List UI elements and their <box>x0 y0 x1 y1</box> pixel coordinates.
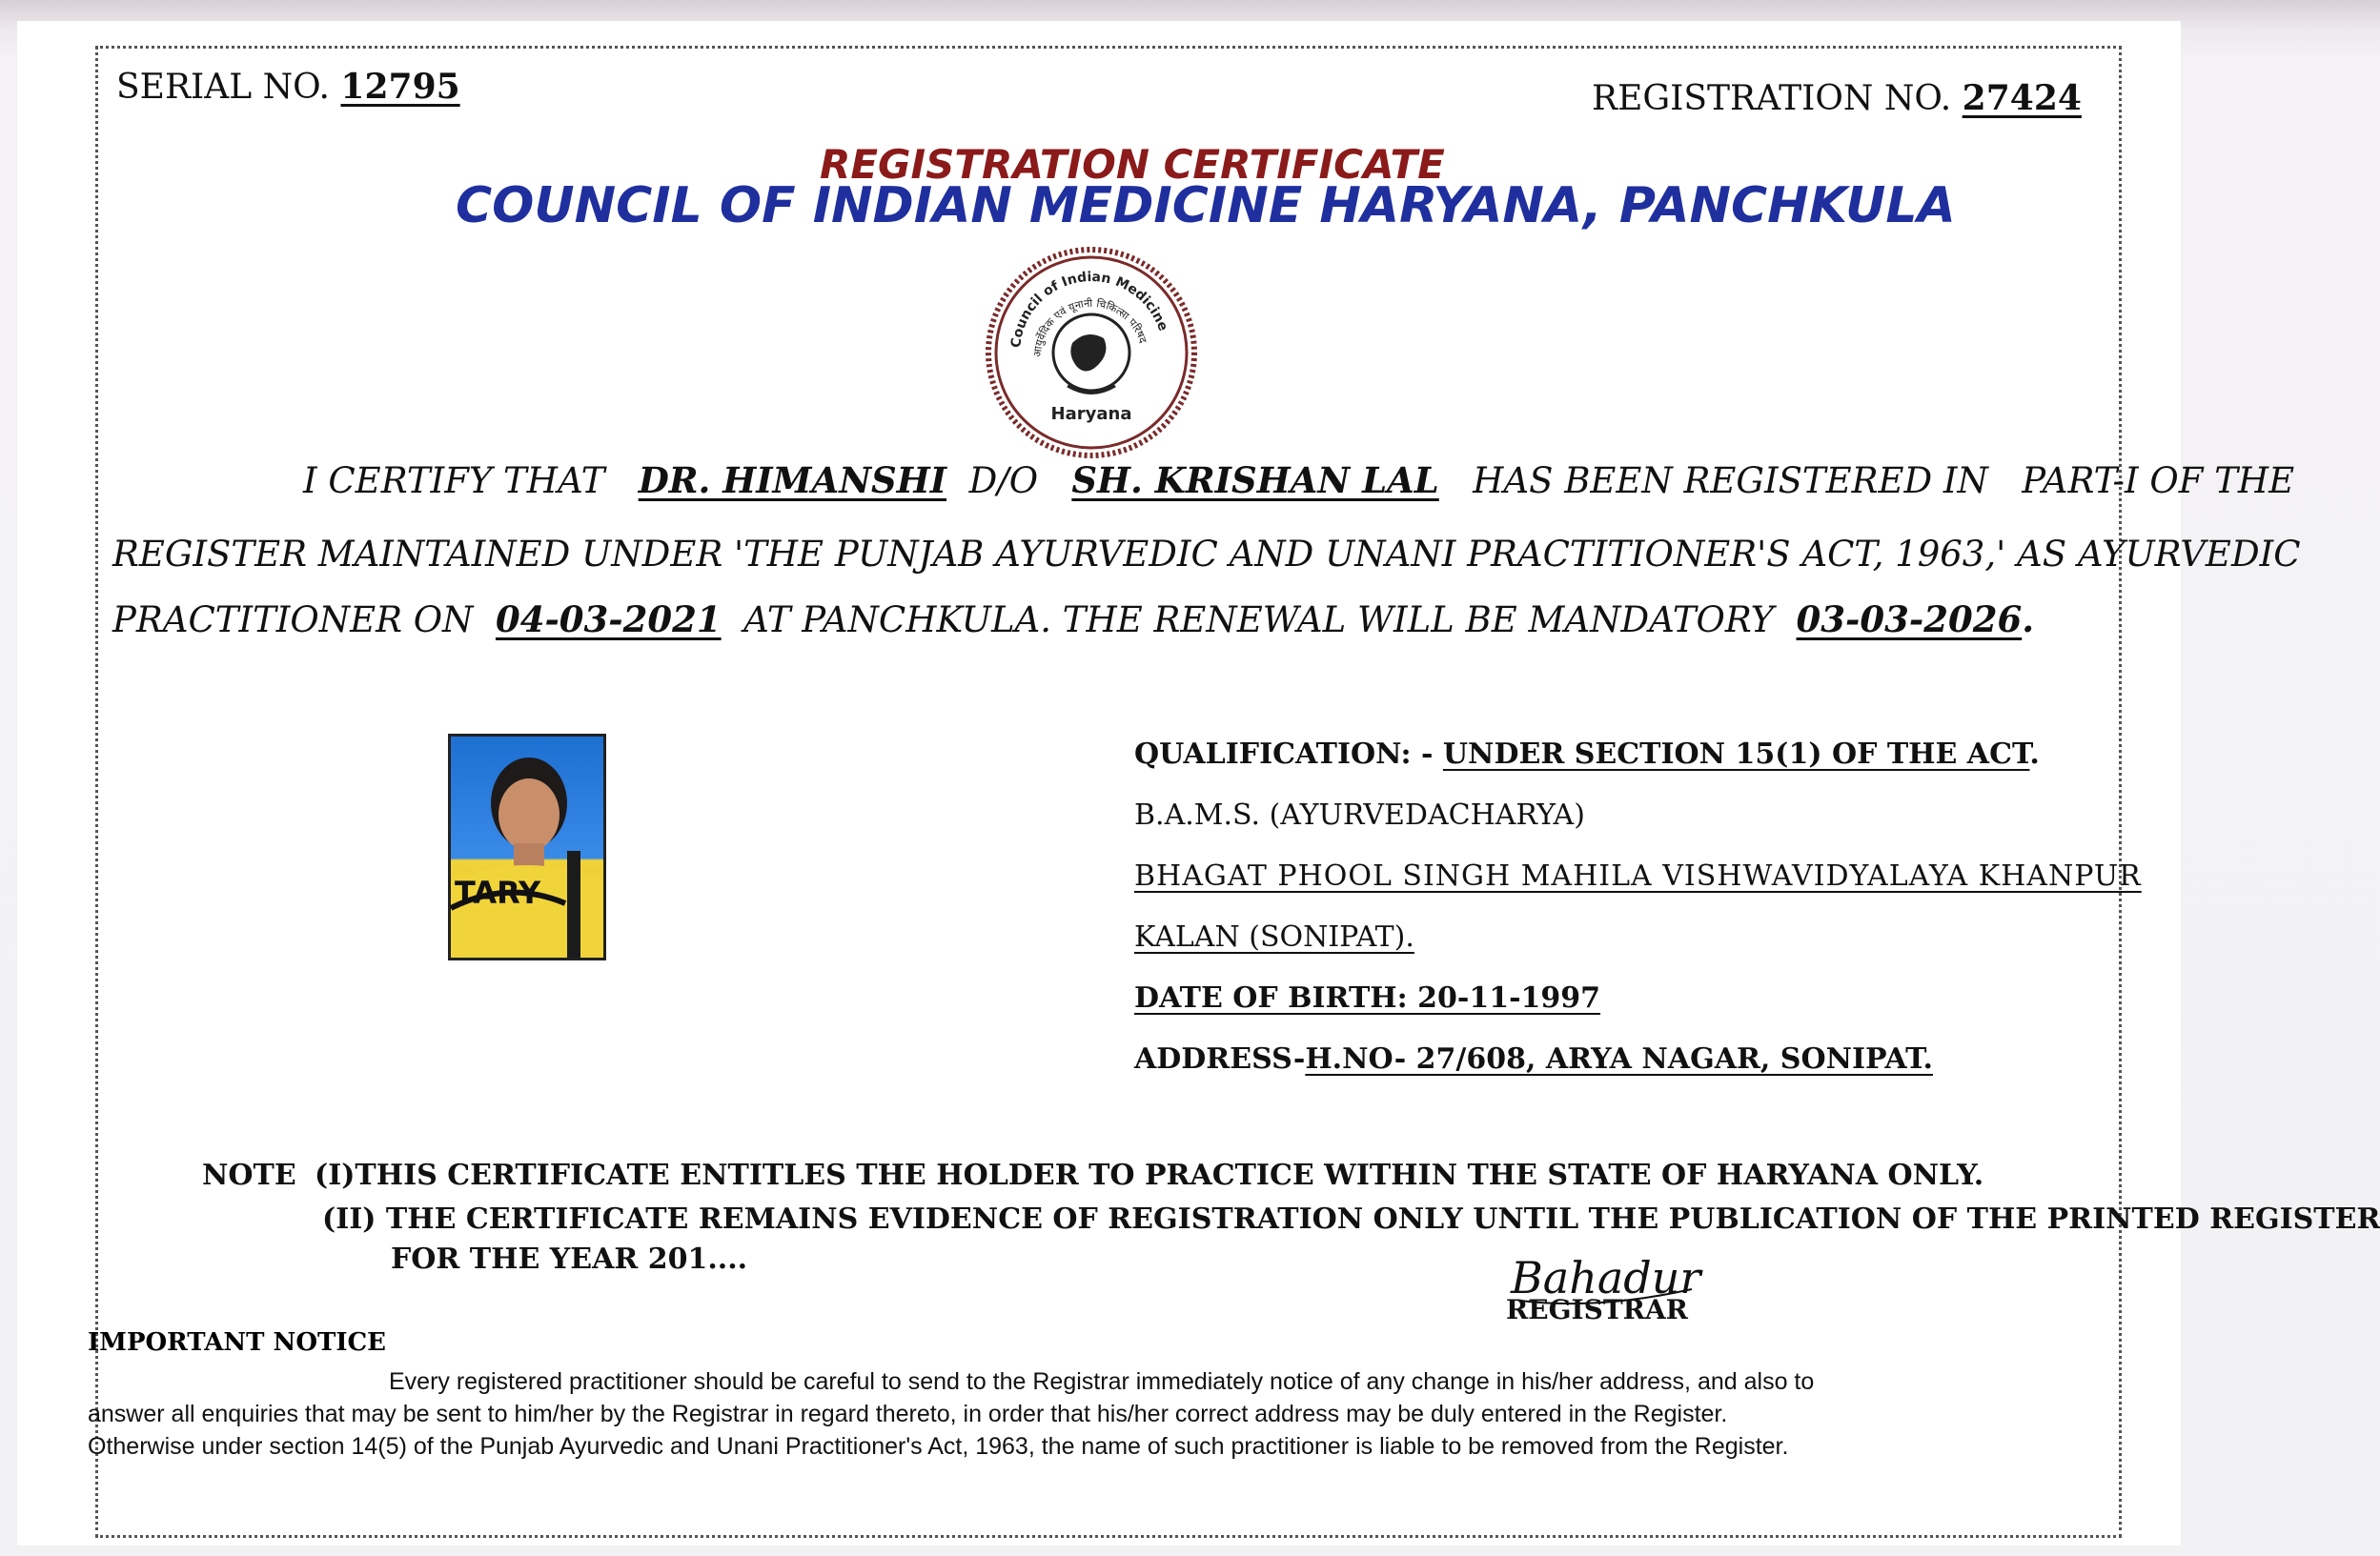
qualification-line <box>1134 738 2040 771</box>
qualification-label: QUALIFICATION: - <box>1134 738 1434 771</box>
practitioner-name: DR. HIMANSHI <box>638 459 947 501</box>
registration-number-line <box>1592 78 2082 118</box>
photo-portrait-icon <box>451 737 603 958</box>
university-line-1: BHAGAT PHOOL SINGH MAHILA VISHWAVIDYALAYA KHANPUR <box>1134 859 2142 893</box>
seal-outer-text: Council of Indian Medicine <box>1008 269 1171 349</box>
note-2-line-2: FOR THE YEAR 201.... <box>391 1243 748 1276</box>
registration-date: 04-03-2021 <box>495 598 722 640</box>
degree: B.A.M.S. (AYURVEDACHARYA) <box>1134 798 1585 832</box>
renewal-date: 03-03-2026 <box>1796 598 2023 640</box>
note-label: NOTE <box>202 1159 296 1192</box>
registration-label: REGISTRATION NO. <box>1592 79 1952 118</box>
notice-line-3: Otherwise under section 14(5) of the Punjab Ayurvedic and Unani Practitioner's Act, 1963, the name of such practitioner is liable to be removed from the Register. <box>88 1433 1789 1460</box>
serial-number-line <box>116 67 460 107</box>
practitioner-photo <box>448 734 606 960</box>
note-1: (I)THIS CERTIFICATE ENTITLES THE HOLDER TO PRACTICE WITHIN THE STATE OF HARYANA ONLY. <box>315 1159 1984 1192</box>
certify-line-2: REGISTER MAINTAINED UNDER 'THE PUNJAB AYURVEDIC AND UNANI PRACTITIONER'S ACT, 1963,' AS AYURVEDIC <box>112 534 2301 575</box>
university-line-2: KALAN (SONIPAT). <box>1134 920 1414 954</box>
certify-line-3 <box>112 598 2034 640</box>
notice-line-1: Every registered practitioner should be careful to send to the Registrar immediately notice of any change in his/her address, and also to <box>389 1368 1815 1395</box>
signature-text: Bahadur <box>1511 1252 1701 1303</box>
registration-number: 27424 <box>1962 78 2082 118</box>
serial-label: SERIAL NO. <box>116 68 330 107</box>
practitioner-on-text: PRACTITIONER ON <box>112 599 474 640</box>
council-name: COUNCIL OF INDIAN MEDICINE HARYANA, PANCHKULA <box>456 177 1956 234</box>
note-2-line-1: (II) THE CERTIFICATE REMAINS EVIDENCE OF REGISTRATION ONLY UNTIL THE PUBLICATION OF THE PRINTED REGISTER <box>322 1202 2380 1236</box>
photo-badge-text: TARY <box>455 875 541 911</box>
seal-bottom-text: Haryana <box>1050 404 1132 424</box>
renewal-date-period: . <box>2022 598 2035 640</box>
panchkula-renewal-text: AT PANCHKULA. THE RENEWAL WILL BE MANDATORY <box>743 599 1774 640</box>
registered-text: HAS BEEN REGISTERED IN <box>1473 460 1988 501</box>
certificate-title: REGISTRATION CERTIFICATE <box>820 141 1445 188</box>
certify-intro: I CERTIFY THAT <box>303 460 605 501</box>
qualification-value: UNDER SECTION 15(1) OF THE ACT <box>1442 738 2030 771</box>
address-label: ADDRESS- <box>1134 1042 1306 1076</box>
important-notice-heading: IMPORTANT NOTICE <box>88 1328 386 1357</box>
register-part: PART-I OF THE <box>2022 460 2295 501</box>
date-of-birth: DATE OF BIRTH: 20-11-1997 <box>1134 981 1601 1015</box>
address-value: H.NO- 27/608, ARYA NAGAR, SONIPAT. <box>1305 1042 1933 1076</box>
certify-line-1 <box>303 459 2294 501</box>
qualification-period: . <box>2029 738 2040 771</box>
address-line <box>1134 1042 1933 1076</box>
registrar-label: REGISTRAR <box>1506 1294 1688 1325</box>
serial-number: 12795 <box>340 67 460 107</box>
seal-inner-text: आयुर्वेदिक एवं यूनानी चिकित्सा परिषद <box>1030 296 1149 358</box>
parent-name: SH. KRISHAN LAL <box>1071 459 1439 501</box>
notice-line-2: answer all enquiries that may be sent to him/her by the Registrar in regard thereto, in order that his/her correct address may be duly entered in the Register. <box>88 1401 1728 1427</box>
relation-text: D/O <box>968 460 1039 501</box>
council-seal-icon <box>982 243 1201 462</box>
